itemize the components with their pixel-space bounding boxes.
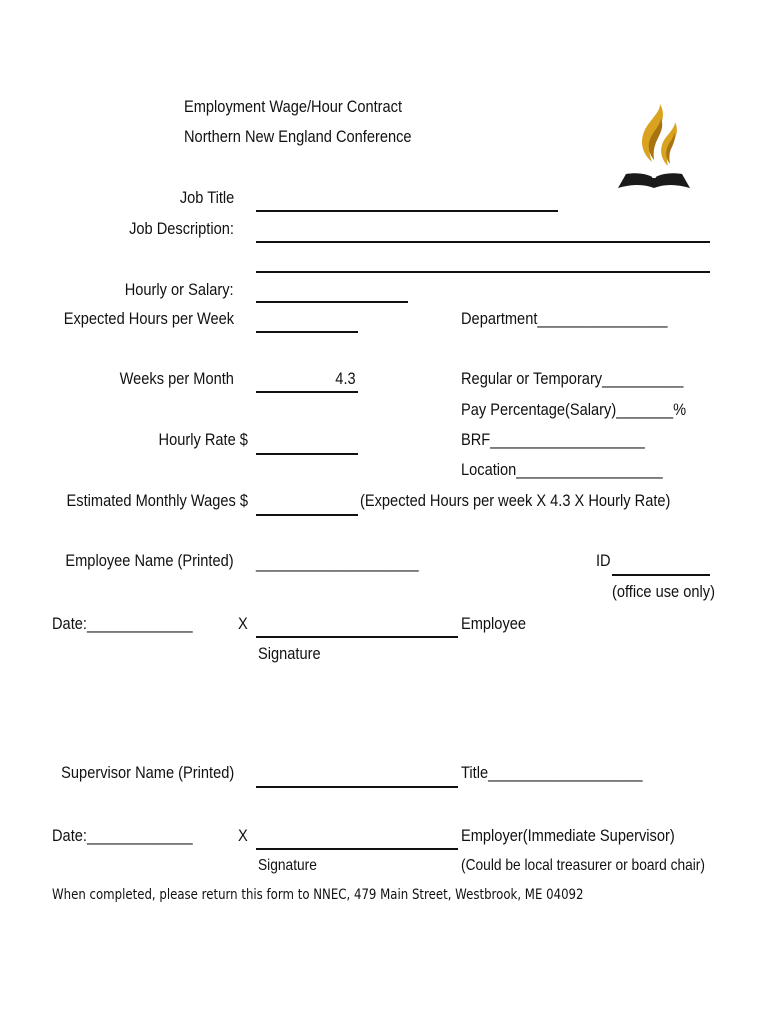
organization-name: Northern New England Conference xyxy=(184,127,412,146)
employee-role-label: Employee xyxy=(461,614,527,633)
id-label: ID xyxy=(596,551,611,570)
location-field[interactable]: Location__________________ xyxy=(461,460,663,479)
weeks-per-month-field xyxy=(256,391,358,393)
weeks-per-month-label: Weeks per Month xyxy=(119,369,234,388)
brf-field[interactable]: BRF___________________ xyxy=(461,430,645,449)
expected-hours-label: Expected Hours per Week xyxy=(63,309,234,328)
expected-hours-field[interactable] xyxy=(256,331,358,333)
return-instructions: When completed, please return this form to NNEC, 479 Main Street, Westbrook, ME 04092 xyxy=(52,887,584,903)
employee-signature-label: Signature xyxy=(258,644,321,663)
regular-or-temporary-field[interactable]: Regular or Temporary__________ xyxy=(461,369,684,388)
employee-name-field[interactable]: ____________________ xyxy=(256,553,419,572)
hourly-or-salary-field[interactable] xyxy=(256,301,408,303)
office-use-note: (office use only) xyxy=(612,582,715,601)
church-logo-icon xyxy=(616,104,692,194)
employee-signature-field[interactable] xyxy=(256,636,458,638)
weeks-per-month-value: 4.3 xyxy=(335,369,356,388)
supervisor-signature-field[interactable] xyxy=(256,848,458,850)
employee-date-field[interactable]: Date:_____________ xyxy=(52,614,193,633)
wages-formula: (Expected Hours per week X 4.3 X Hourly Rate) xyxy=(360,491,671,510)
supervisor-role-label: Employer(Immediate Supervisor) xyxy=(461,826,675,845)
supervisor-signature-label: Signature xyxy=(258,857,317,874)
job-title-field[interactable] xyxy=(256,210,558,212)
job-description-label: Job Description: xyxy=(129,219,234,238)
hourly-or-salary-label: Hourly or Salary: xyxy=(125,280,234,299)
supervisor-note: (Could be local treasurer or board chair) xyxy=(461,857,705,874)
pay-percentage-field[interactable]: Pay Percentage(Salary)_______% xyxy=(461,400,687,419)
supervisor-name-field[interactable] xyxy=(256,786,458,788)
employee-name-label: Employee Name (Printed) xyxy=(65,551,234,570)
job-description-field-line-2[interactable] xyxy=(256,271,710,273)
supervisor-name-label: Supervisor Name (Printed) xyxy=(60,763,234,782)
hourly-rate-label: Hourly Rate $ xyxy=(158,430,248,449)
job-description-field[interactable] xyxy=(256,241,710,243)
form-title: Employment Wage/Hour Contract xyxy=(184,97,403,116)
supervisor-title-field[interactable]: Title___________________ xyxy=(461,763,643,782)
supervisor-date-field[interactable]: Date:_____________ xyxy=(52,826,193,845)
id-field[interactable] xyxy=(612,574,710,576)
employee-x-mark: X xyxy=(238,614,248,633)
department-field[interactable]: Department________________ xyxy=(461,309,668,328)
estimated-wages-label: Estimated Monthly Wages $ xyxy=(66,491,248,510)
job-title-label: Job Title xyxy=(179,188,234,207)
estimated-wages-field[interactable] xyxy=(256,514,358,516)
hourly-rate-field[interactable] xyxy=(256,453,358,455)
supervisor-x-mark: X xyxy=(238,826,248,845)
